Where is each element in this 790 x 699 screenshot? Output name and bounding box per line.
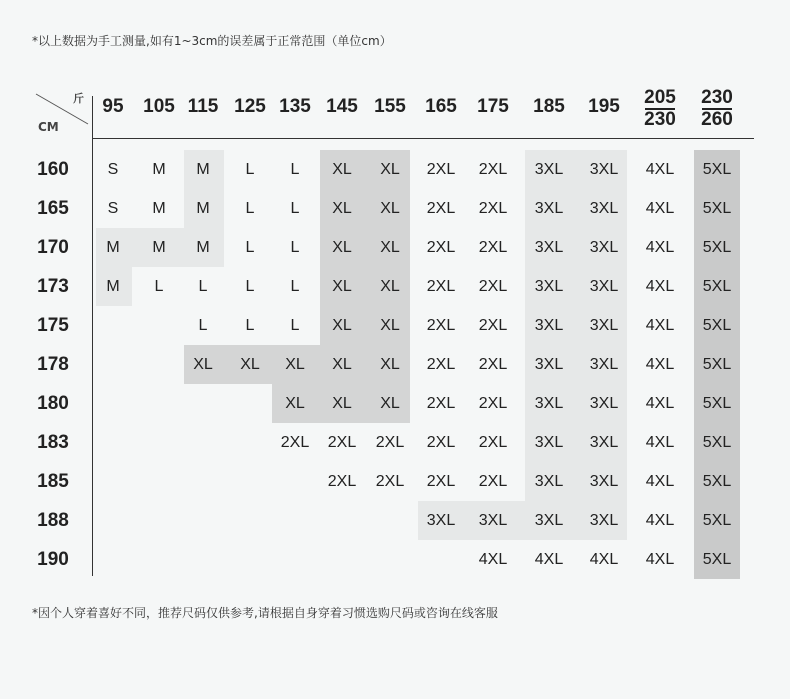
size-cell: 2XL — [375, 473, 405, 490]
horizontal-divider — [92, 138, 754, 139]
size-cell: 2XL — [327, 434, 357, 451]
size-cell: M — [106, 239, 120, 256]
weight-header-9: 185 — [533, 96, 565, 117]
size-cell: 4XL — [534, 551, 564, 568]
size-cell: 3XL — [534, 317, 564, 334]
size-cell: L — [245, 317, 255, 334]
size-cell: 4XL — [645, 200, 675, 217]
size-cell: 5XL — [702, 161, 732, 178]
size-cell: 3XL — [589, 512, 619, 529]
size-cell: 2XL — [426, 239, 456, 256]
size-cell: 3XL — [589, 278, 619, 295]
size-cell: M — [196, 200, 210, 217]
height-label-185: 185 — [37, 471, 69, 492]
size-cell: XL — [380, 317, 400, 334]
height-label-188: 188 — [37, 510, 69, 531]
size-cell: L — [290, 317, 300, 334]
size-cell: 5XL — [702, 395, 732, 412]
size-cell: 3XL — [534, 239, 564, 256]
size-cell: 2XL — [426, 200, 456, 217]
size-cell: XL — [332, 356, 352, 373]
height-unit-label: CM — [38, 120, 59, 134]
size-cell: 4XL — [645, 161, 675, 178]
weight-header-6: 155 — [374, 96, 406, 117]
size-cell: 4XL — [645, 317, 675, 334]
size-cell: 3XL — [589, 200, 619, 217]
size-cell: 5XL — [702, 200, 732, 217]
size-cell: L — [290, 239, 300, 256]
size-cell: 5XL — [702, 434, 732, 451]
size-cell: 5XL — [702, 512, 732, 529]
size-cell: 4XL — [645, 434, 675, 451]
size-cell: 3XL — [478, 512, 508, 529]
size-cell: L — [245, 278, 255, 295]
size-cell: 2XL — [478, 278, 508, 295]
weight-header-0: 95 — [102, 96, 124, 117]
weight-unit-label: 斤 — [73, 92, 84, 105]
height-label-190: 190 — [37, 549, 69, 570]
size-cell: M — [152, 239, 166, 256]
height-label-160: 160 — [37, 159, 69, 180]
recommendation-note: *因个人穿着喜好不同，推荐尺码仅供参考,请根据自身穿着习惯选购尺码或咨询在线客服 — [32, 606, 498, 620]
size-cell: M — [152, 200, 166, 217]
size-cell: 4XL — [645, 551, 675, 568]
height-label-165: 165 — [37, 198, 69, 219]
size-cell: 2XL — [478, 356, 508, 373]
size-cell: 3XL — [534, 512, 564, 529]
height-label-183: 183 — [37, 432, 69, 453]
size-cell: 2XL — [426, 356, 456, 373]
size-cell: 2XL — [478, 161, 508, 178]
size-cell: 4XL — [645, 473, 675, 490]
size-cell: L — [198, 317, 208, 334]
size-cell: 4XL — [645, 239, 675, 256]
size-cell: XL — [285, 395, 305, 412]
size-cell: XL — [380, 239, 400, 256]
size-cell: 2XL — [280, 434, 310, 451]
size-cell: 3XL — [589, 317, 619, 334]
size-cell: S — [107, 161, 119, 178]
measurement-note: *以上数据为手工测量,如有1~3cm的误差属于正常范围（单位cm） — [32, 34, 392, 48]
size-cell: 2XL — [426, 473, 456, 490]
size-cell: 2XL — [478, 317, 508, 334]
weight-range-max: 260 — [701, 109, 733, 130]
size-cell: 3XL — [589, 473, 619, 490]
height-label-173: 173 — [37, 276, 69, 297]
size-cell: XL — [332, 161, 352, 178]
size-cell: 2XL — [478, 395, 508, 412]
size-cell: 3XL — [534, 473, 564, 490]
size-cell: 2XL — [426, 434, 456, 451]
size-cell: L — [154, 278, 164, 295]
size-cell: L — [245, 239, 255, 256]
size-cell: 2XL — [478, 200, 508, 217]
weight-header-10: 195 — [588, 96, 620, 117]
size-cell: 3XL — [589, 434, 619, 451]
weight-header-12 — [687, 88, 747, 130]
size-cell: 3XL — [589, 239, 619, 256]
size-cell: S — [107, 200, 119, 217]
size-cell: XL — [285, 356, 305, 373]
size-cell: XL — [332, 278, 352, 295]
size-cell: 5XL — [702, 356, 732, 373]
size-cell: XL — [380, 356, 400, 373]
height-label-170: 170 — [37, 237, 69, 258]
size-cell: M — [196, 239, 210, 256]
size-cell: L — [245, 161, 255, 178]
size-cell: 4XL — [478, 551, 508, 568]
size-cell: XL — [332, 200, 352, 217]
weight-header-4: 135 — [279, 96, 311, 117]
size-cell: XL — [332, 239, 352, 256]
size-cell: 5XL — [702, 278, 732, 295]
size-cell: 5XL — [702, 239, 732, 256]
height-label-175: 175 — [37, 315, 69, 336]
size-cell: XL — [380, 200, 400, 217]
weight-header-7: 165 — [425, 96, 457, 117]
size-cell: XL — [332, 395, 352, 412]
size-cell: 5XL — [702, 317, 732, 334]
weight-header-11 — [630, 88, 690, 130]
size-cell: L — [290, 278, 300, 295]
size-cell: 4XL — [645, 512, 675, 529]
size-cell: 3XL — [426, 512, 456, 529]
weight-range-min: 205 — [644, 87, 676, 108]
size-cell: XL — [380, 395, 400, 412]
size-cell: 4XL — [645, 278, 675, 295]
height-label-180: 180 — [37, 393, 69, 414]
weight-header-8: 175 — [477, 96, 509, 117]
size-cell: 5XL — [702, 473, 732, 490]
size-cell: 2XL — [327, 473, 357, 490]
weight-header-1: 105 — [143, 96, 175, 117]
weight-header-3: 125 — [234, 96, 266, 117]
size-cell: L — [290, 200, 300, 217]
size-cell: 4XL — [645, 356, 675, 373]
size-cell: 3XL — [534, 161, 564, 178]
size-cell: 2XL — [426, 161, 456, 178]
size-cell: 2XL — [426, 278, 456, 295]
size-cell: L — [290, 161, 300, 178]
size-cell: XL — [332, 317, 352, 334]
size-cell: 4XL — [645, 395, 675, 412]
size-cell: 3XL — [534, 200, 564, 217]
size-cell: 3XL — [589, 161, 619, 178]
size-cell: XL — [240, 356, 260, 373]
weight-range-max: 230 — [644, 109, 676, 130]
weight-range-min: 230 — [701, 87, 733, 108]
size-cell: 2XL — [478, 473, 508, 490]
weight-header-2: 115 — [187, 96, 219, 117]
size-cell: L — [245, 200, 255, 217]
size-cell: M — [196, 161, 210, 178]
size-cell: 2XL — [478, 239, 508, 256]
size-cell: 2XL — [426, 317, 456, 334]
size-cell: 5XL — [702, 551, 732, 568]
size-cell: 3XL — [589, 395, 619, 412]
size-cell: 2XL — [478, 434, 508, 451]
size-cell: L — [198, 278, 208, 295]
size-cell: 3XL — [534, 278, 564, 295]
weight-header-5: 145 — [326, 96, 358, 117]
size-cell: M — [152, 161, 166, 178]
size-cell: 3XL — [589, 356, 619, 373]
size-cell: 3XL — [534, 434, 564, 451]
size-cell: 3XL — [534, 356, 564, 373]
size-cell: XL — [193, 356, 213, 373]
size-cell: XL — [380, 278, 400, 295]
size-cell: M — [106, 278, 120, 295]
size-cell: XL — [380, 161, 400, 178]
size-cell: 3XL — [534, 395, 564, 412]
height-label-178: 178 — [37, 354, 69, 375]
size-cell: 4XL — [589, 551, 619, 568]
size-cell: 2XL — [375, 434, 405, 451]
size-cell: 2XL — [426, 395, 456, 412]
